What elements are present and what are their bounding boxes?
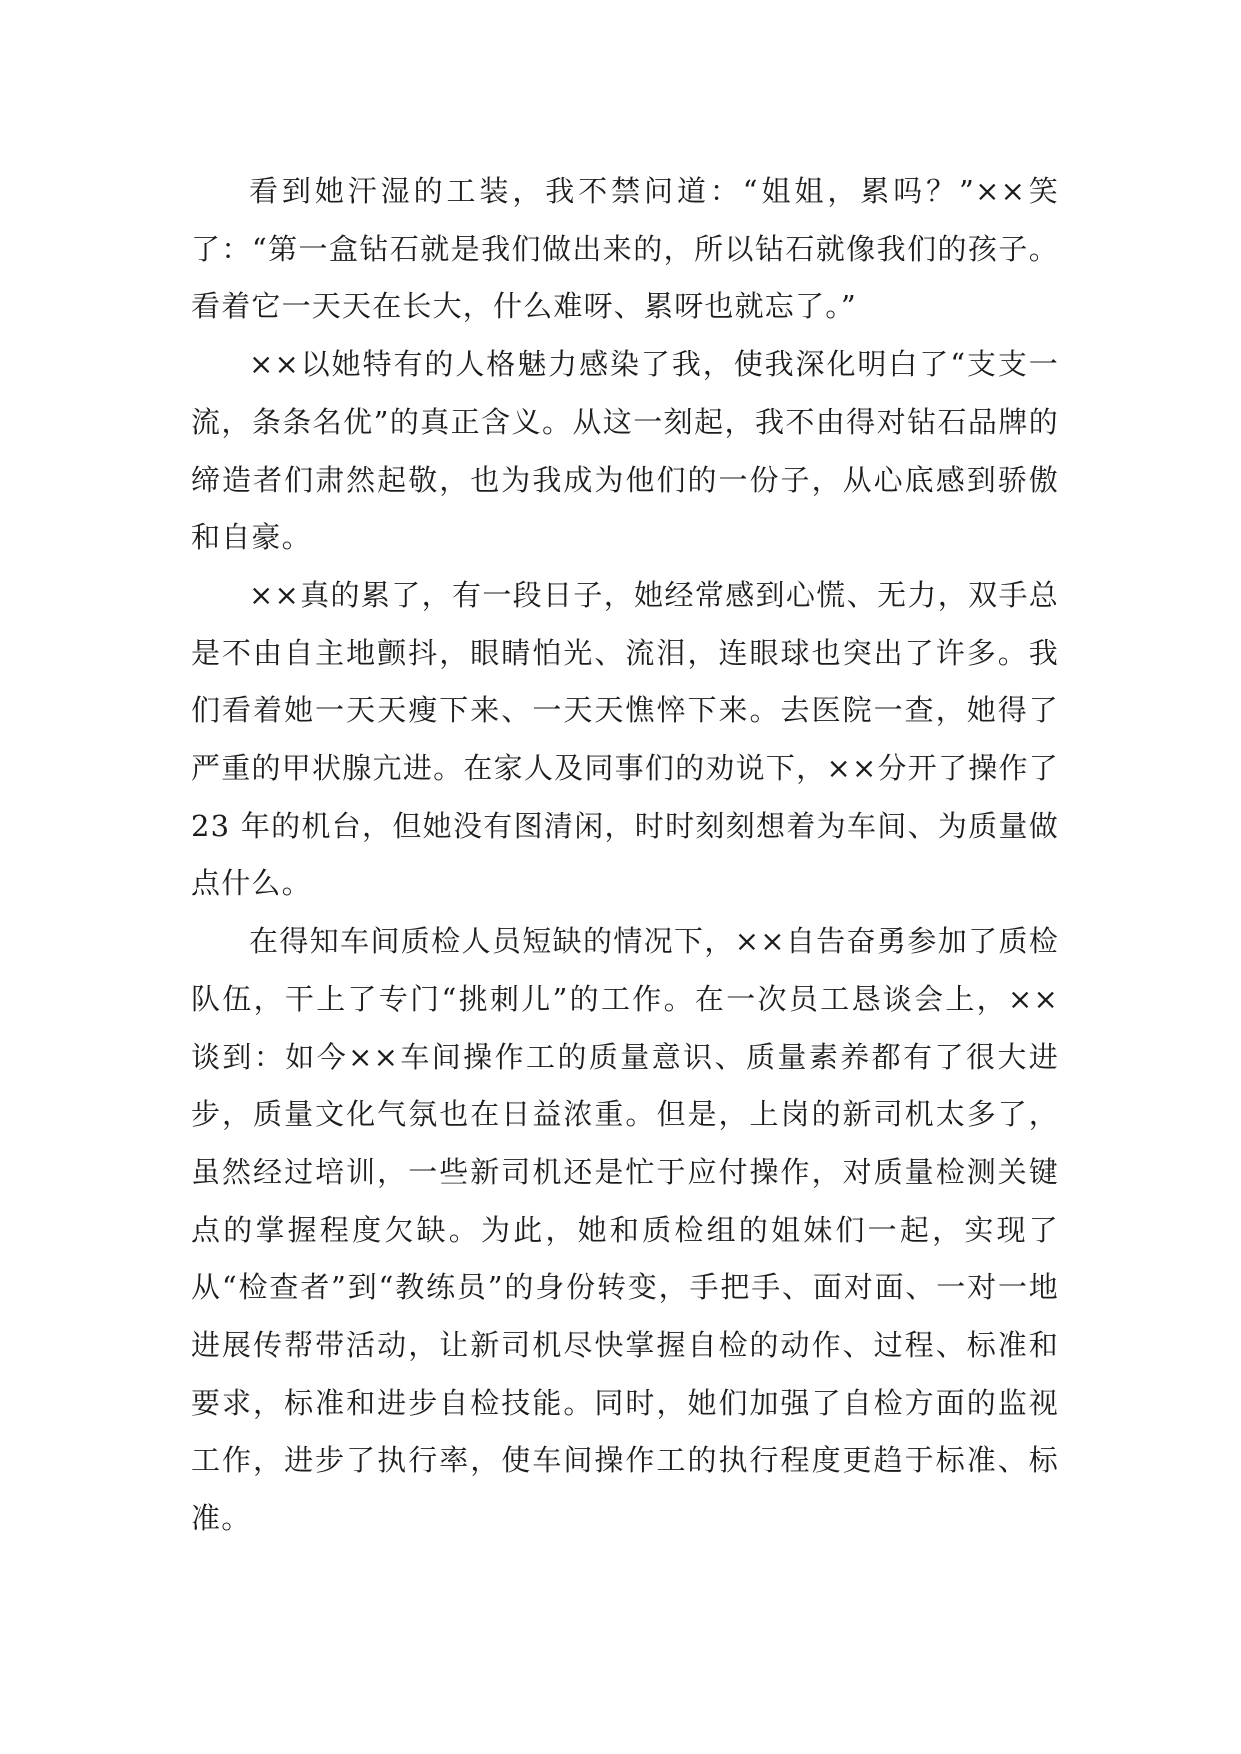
paragraph-3: ××真的累了，有一段日子，她经常感到心慌、无力，双手总是不由自主地颤抖，眼睛怕光、流泪，连眼球也突出了许多。我们看着她一天天瘦下来、一天天憔悴下来。去医院一查，她得了严重的甲状腺亢进。在家人及同事们的劝说下，××分开了操作了 23 年的机台，但她没有图清闲，时时刻刻想着为车间、为质量做点什么。 <box>191 577 1059 901</box>
paragraph-4: 在得知车间质检人员短缺的情况下，××自告奋勇参加了质检队伍，干上了专门“挑刺儿”的工作。在一次员工恳谈会上，××谈到：如今××车间操作工的质量意识、质量素养都有了很大进步，质量文化气氛也在日益浓重。但是，上岗的新司机太多了，虽然经过培训，一些新司机还是忙于应付操作，对质量检测关键点的掌握程度欠缺。为此，她和质检组的姐妹们一起，实现了从“检查者”到“教练员”的身份转变，手把手、面对面、一对一地进展传帮带活动，让新司机尽快掌握自检的动作、过程、标准和要求，标准和进步自检技能。同时，她们加强了自检方面的监视工作，进步了执行率，使车间操作工的执行程度更趋于标准、标准。 <box>191 924 1059 1536</box>
paragraph-2: ××以她特有的人格魅力感染了我，使我深化明白了“支支一流，条条名优”的真正含义。从这一刻起，我不由得对钻石品牌的缔造者们肃然起敬，也为我成为他们的一份子，从心底感到骄傲和自豪。 <box>191 347 1059 555</box>
paragraph-1: 看到她汗湿的工装，我不禁问道：“姐姐，累吗？”××笑了：“第一盒钻石就是我们做出来的，所以钻石就像我们的孩子。看着它一天天在长大，什么难呀、累呀也就忘了。” <box>191 174 1059 324</box>
document-body <box>191 163 1059 1548</box>
